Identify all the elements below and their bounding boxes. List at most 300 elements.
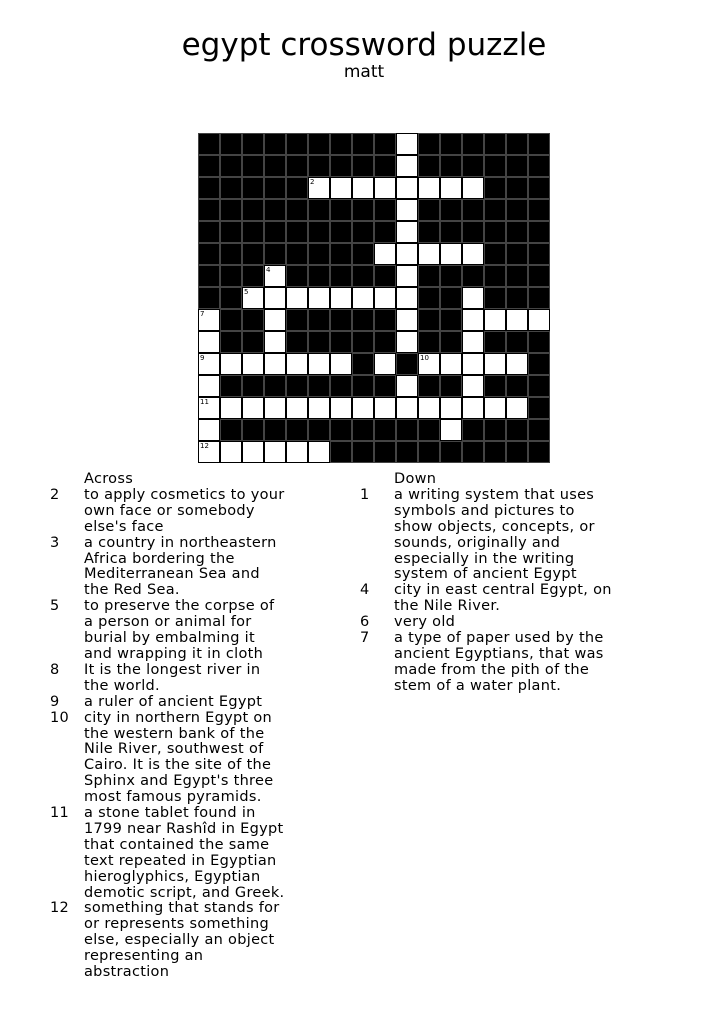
grid-block <box>220 331 242 353</box>
clue-text-line: a person or animal for <box>84 614 252 631</box>
puzzle-title: egypt crossword puzzle <box>181 27 547 63</box>
grid-block <box>484 221 506 243</box>
grid-block <box>242 133 264 155</box>
grid-block <box>242 309 264 331</box>
across-clue <box>50 901 320 981</box>
grid-block <box>506 375 528 397</box>
grid-block <box>484 243 506 265</box>
grid-cell[interactable] <box>242 353 264 375</box>
grid-block <box>220 243 242 265</box>
grid-block <box>264 243 286 265</box>
grid-block <box>308 133 330 155</box>
grid-block <box>484 287 506 309</box>
grid-block <box>308 419 330 441</box>
grid-block <box>374 133 396 155</box>
across-clues <box>50 472 320 981</box>
clue-text-line: Sphinx and Egypt's three <box>84 773 274 790</box>
clue-text-line: a ruler of ancient Egypt <box>84 693 263 710</box>
grid-cell[interactable] <box>264 331 286 353</box>
grid-cell[interactable] <box>242 287 264 309</box>
grid-block <box>462 155 484 177</box>
grid-cell[interactable] <box>440 177 462 199</box>
clue-number: 8 <box>50 661 60 678</box>
grid-block <box>220 375 242 397</box>
grid-block <box>506 287 528 309</box>
grid-block <box>484 133 506 155</box>
grid-block <box>418 133 440 155</box>
grid-block <box>198 265 220 287</box>
grid-block <box>528 133 550 155</box>
clue-number: 1 <box>360 486 370 503</box>
grid-block <box>418 309 440 331</box>
clue-number: 12 <box>50 900 70 917</box>
grid-block <box>220 221 242 243</box>
grid-block <box>198 221 220 243</box>
clue-text-line: burial by embalming it <box>84 630 255 647</box>
cell-number: 10 <box>420 354 429 362</box>
grid-cell[interactable] <box>286 353 308 375</box>
grid-block <box>220 287 242 309</box>
grid-block <box>462 221 484 243</box>
grid-block <box>352 375 374 397</box>
grid-block <box>418 375 440 397</box>
grid-block <box>242 243 264 265</box>
grid-block <box>418 155 440 177</box>
clue-text-line: ancient Egyptians, that was <box>394 645 604 662</box>
grid-block <box>528 199 550 221</box>
grid-cell[interactable] <box>352 287 374 309</box>
cell-number: 9 <box>200 354 205 362</box>
grid-cell[interactable] <box>374 243 396 265</box>
down-clue <box>360 488 660 583</box>
grid-block <box>286 331 308 353</box>
grid-block <box>242 375 264 397</box>
grid-block <box>484 441 506 463</box>
grid-block <box>440 287 462 309</box>
grid-block <box>374 155 396 177</box>
clue-text-line: to apply cosmetics to your <box>84 486 285 503</box>
grid-cell[interactable] <box>528 309 550 331</box>
grid-cell[interactable] <box>198 397 220 419</box>
across-clue <box>50 599 320 663</box>
grid-cell[interactable] <box>484 397 506 419</box>
grid-block <box>506 441 528 463</box>
grid-block <box>220 155 242 177</box>
grid-block <box>418 287 440 309</box>
clue-text-line: city in northern Egypt on <box>84 709 273 726</box>
grid-block <box>462 441 484 463</box>
grid-cell[interactable] <box>330 397 352 419</box>
clue-text-line: or represents something <box>84 916 269 933</box>
grid-block <box>330 199 352 221</box>
clue-text-line: Cairo. It is the site of the <box>84 757 272 774</box>
grid-block <box>528 331 550 353</box>
grid-cell[interactable] <box>396 155 418 177</box>
clue-number: 3 <box>50 534 60 551</box>
grid-block <box>528 419 550 441</box>
grid-block <box>198 155 220 177</box>
clue-text-line: the Nile River. <box>394 598 501 615</box>
grid-block <box>396 419 418 441</box>
grid-cell[interactable] <box>440 353 462 375</box>
across-clue-list <box>50 488 320 981</box>
grid-block <box>528 353 550 375</box>
across-clue <box>50 711 320 806</box>
clue-text-line: symbols and pictures to <box>394 502 575 519</box>
grid-cell[interactable] <box>396 199 418 221</box>
grid-cell[interactable] <box>264 441 286 463</box>
grid-block <box>330 331 352 353</box>
grid-block <box>330 375 352 397</box>
grid-block <box>462 265 484 287</box>
grid-block <box>374 265 396 287</box>
grid-cell[interactable] <box>418 397 440 419</box>
grid-block <box>440 441 462 463</box>
grid-cell[interactable] <box>198 441 220 463</box>
clue-text-line: the world. <box>84 677 160 694</box>
grid-cell[interactable] <box>198 331 220 353</box>
grid-cell[interactable] <box>374 397 396 419</box>
grid-block <box>330 265 352 287</box>
grid-block <box>286 265 308 287</box>
cell-number: 2 <box>310 178 315 186</box>
clue-text-line: city in east central Egypt, on <box>394 582 612 599</box>
grid-cell[interactable] <box>242 397 264 419</box>
grid-block <box>286 375 308 397</box>
grid-block <box>286 221 308 243</box>
grid-block <box>330 243 352 265</box>
grid-block <box>330 133 352 155</box>
grid-block <box>440 375 462 397</box>
clue-number: 2 <box>50 486 60 503</box>
grid-cell[interactable] <box>220 397 242 419</box>
grid-block <box>528 265 550 287</box>
clue-text-line: demotic script, and Greek. <box>84 884 285 901</box>
grid-cell[interactable] <box>396 221 418 243</box>
grid-block <box>418 441 440 463</box>
grid-block <box>286 243 308 265</box>
grid-block <box>308 155 330 177</box>
clue-text-line: a stone tablet found in <box>84 805 256 822</box>
grid-block <box>506 265 528 287</box>
grid-block <box>330 419 352 441</box>
grid-block <box>264 133 286 155</box>
grid-block <box>462 133 484 155</box>
grid-block <box>484 419 506 441</box>
grid-block <box>242 199 264 221</box>
grid-cell[interactable] <box>198 309 220 331</box>
grid-block <box>264 199 286 221</box>
grid-cell[interactable] <box>330 177 352 199</box>
grid-block <box>242 331 264 353</box>
grid-block <box>440 199 462 221</box>
grid-block <box>484 199 506 221</box>
grid-block <box>374 419 396 441</box>
grid-cell[interactable] <box>484 309 506 331</box>
grid-block <box>264 221 286 243</box>
grid-block <box>264 419 286 441</box>
grid-block <box>484 265 506 287</box>
clue-number: 6 <box>360 614 370 631</box>
grid-block <box>352 155 374 177</box>
clue-text-line: very old <box>394 614 456 631</box>
grid-block <box>462 199 484 221</box>
down-heading: Down <box>394 471 437 487</box>
grid-cell[interactable] <box>396 265 418 287</box>
grid-block <box>286 155 308 177</box>
grid-cell[interactable] <box>484 353 506 375</box>
grid-cell[interactable] <box>264 265 286 287</box>
grid-cell[interactable] <box>264 309 286 331</box>
grid-block <box>506 419 528 441</box>
grid-cell[interactable] <box>308 353 330 375</box>
grid-block <box>506 133 528 155</box>
grid-block <box>286 177 308 199</box>
grid-block <box>308 221 330 243</box>
grid-block <box>242 155 264 177</box>
grid-cell[interactable] <box>220 441 242 463</box>
grid-cell[interactable] <box>440 243 462 265</box>
clue-text-line: to preserve the corpse of <box>84 598 275 615</box>
grid-block <box>220 177 242 199</box>
across-clue <box>50 488 320 536</box>
grid-cell[interactable] <box>374 287 396 309</box>
grid-block <box>484 177 506 199</box>
grid-block <box>506 155 528 177</box>
clue-text-line: Mediterranean Sea and <box>84 566 260 583</box>
grid-cell[interactable] <box>462 353 484 375</box>
clue-text-line: especially in the writing <box>394 550 575 567</box>
down-clue <box>360 615 660 631</box>
grid-block <box>242 221 264 243</box>
clue-text-line: the Red Sea. <box>84 582 180 599</box>
grid-cell[interactable] <box>308 397 330 419</box>
down-clues <box>360 472 660 695</box>
grid-block <box>220 199 242 221</box>
clue-text-line: else, especially an object <box>84 932 275 949</box>
grid-block <box>528 221 550 243</box>
clue-number: 11 <box>50 805 70 822</box>
grid-cell[interactable] <box>506 309 528 331</box>
grid-cell[interactable] <box>352 397 374 419</box>
clue-text-line: text repeated in Egyptian <box>84 852 277 869</box>
cell-number: 5 <box>244 288 249 296</box>
grid-cell[interactable] <box>506 353 528 375</box>
grid-block <box>242 177 264 199</box>
grid-block <box>440 331 462 353</box>
grid-cell[interactable] <box>198 375 220 397</box>
grid-cell[interactable] <box>264 353 286 375</box>
grid-block <box>418 419 440 441</box>
grid-block <box>506 331 528 353</box>
grid-block <box>528 155 550 177</box>
down-clue <box>360 631 660 695</box>
clue-number: 7 <box>360 630 370 647</box>
grid-block <box>286 133 308 155</box>
grid-cell[interactable] <box>220 353 242 375</box>
grid-cell[interactable] <box>330 353 352 375</box>
grid-block <box>440 309 462 331</box>
cell-number: 12 <box>200 442 209 450</box>
clue-text-line: most famous pyramids. <box>84 789 262 806</box>
across-clue <box>50 695 320 711</box>
grid-block <box>440 265 462 287</box>
clue-text-line: Nile River, southwest of <box>84 741 264 758</box>
grid-cell[interactable] <box>374 177 396 199</box>
grid-block <box>330 155 352 177</box>
clue-text-line: 1799 near Rashîd in Egypt <box>84 820 284 837</box>
grid-cell[interactable] <box>462 177 484 199</box>
grid-cell[interactable] <box>440 397 462 419</box>
grid-block <box>264 155 286 177</box>
grid-cell[interactable] <box>264 397 286 419</box>
grid-cell[interactable] <box>506 397 528 419</box>
clue-number: 9 <box>50 693 60 710</box>
grid-block <box>308 243 330 265</box>
grid-cell[interactable] <box>462 397 484 419</box>
grid-block <box>352 441 374 463</box>
grid-block <box>506 221 528 243</box>
grid-block <box>484 331 506 353</box>
grid-cell[interactable] <box>264 287 286 309</box>
grid-cell[interactable] <box>198 419 220 441</box>
grid-cell[interactable] <box>396 331 418 353</box>
clue-text-line: hieroglyphics, Egyptian <box>84 868 261 885</box>
grid-cell[interactable] <box>308 287 330 309</box>
grid-cell[interactable] <box>352 177 374 199</box>
grid-cell[interactable] <box>396 133 418 155</box>
clue-text-line: abstraction <box>84 964 170 981</box>
grid-block <box>440 155 462 177</box>
grid-cell[interactable] <box>418 177 440 199</box>
grid-block <box>440 221 462 243</box>
clue-text-line: and wrapping it in cloth <box>84 645 264 662</box>
clue-text-line: a type of paper used by the <box>394 630 604 647</box>
clue-text-line: made from the pith of the <box>394 661 590 678</box>
grid-block <box>374 331 396 353</box>
grid-cell[interactable] <box>396 309 418 331</box>
grid-cell[interactable] <box>462 287 484 309</box>
grid-cell[interactable] <box>242 441 264 463</box>
grid-block <box>374 199 396 221</box>
grid-cell[interactable] <box>308 441 330 463</box>
clue-text-line: the western bank of the <box>84 725 265 742</box>
across-clue <box>50 536 320 600</box>
across-clue <box>50 663 320 695</box>
clue-text-line: something that stands for <box>84 900 280 917</box>
grid-block <box>462 419 484 441</box>
grid-block <box>396 441 418 463</box>
down-clue <box>360 583 660 615</box>
grid-cell[interactable] <box>396 375 418 397</box>
grid-block <box>396 353 418 375</box>
grid-block <box>374 441 396 463</box>
grid-block <box>352 331 374 353</box>
clue-text-line: else's face <box>84 518 164 535</box>
grid-block <box>286 199 308 221</box>
grid-cell[interactable] <box>286 397 308 419</box>
grid-block <box>198 199 220 221</box>
grid-block <box>220 309 242 331</box>
grid-block <box>418 221 440 243</box>
grid-cell[interactable] <box>462 243 484 265</box>
grid-cell[interactable] <box>418 243 440 265</box>
clue-number: 10 <box>50 709 70 726</box>
grid-block <box>374 309 396 331</box>
clue-text-line: Africa bordering the <box>84 550 235 567</box>
cell-number: 11 <box>200 398 209 406</box>
grid-cell[interactable] <box>418 353 440 375</box>
grid-block <box>220 265 242 287</box>
grid-block <box>418 265 440 287</box>
grid-block <box>308 309 330 331</box>
grid-cell[interactable] <box>330 287 352 309</box>
grid-cell[interactable] <box>286 287 308 309</box>
grid-block <box>330 309 352 331</box>
grid-block <box>264 177 286 199</box>
grid-cell[interactable] <box>462 375 484 397</box>
across-clue <box>50 806 320 901</box>
grid-block <box>374 221 396 243</box>
clue-text-line: that contained the same <box>84 836 270 853</box>
grid-block <box>352 199 374 221</box>
grid-block <box>198 287 220 309</box>
clue-text-line: representing an <box>84 948 204 965</box>
grid-cell[interactable] <box>396 243 418 265</box>
grid-cell[interactable] <box>308 177 330 199</box>
clue-text-line: It is the longest river in <box>84 661 261 678</box>
grid-block <box>528 375 550 397</box>
grid-block <box>242 265 264 287</box>
grid-block <box>286 419 308 441</box>
grid-block <box>528 287 550 309</box>
clue-text-line: stem of a water plant. <box>394 677 562 694</box>
puzzle-author: matt <box>343 62 385 82</box>
grid-block <box>330 221 352 243</box>
grid-block <box>198 133 220 155</box>
across-heading: Across <box>84 471 134 487</box>
grid-block <box>352 243 374 265</box>
grid-cell[interactable] <box>440 419 462 441</box>
grid-block <box>308 199 330 221</box>
grid-block <box>506 243 528 265</box>
grid-block <box>352 133 374 155</box>
grid-cell[interactable] <box>396 177 418 199</box>
grid-block <box>528 177 550 199</box>
grid-block <box>220 419 242 441</box>
grid-block <box>286 309 308 331</box>
grid-block <box>528 397 550 419</box>
clue-text-line: own face or somebody <box>84 502 255 519</box>
grid-block <box>484 375 506 397</box>
grid-cell[interactable] <box>198 353 220 375</box>
grid-block <box>198 243 220 265</box>
grid-block <box>352 309 374 331</box>
grid-cell[interactable] <box>462 331 484 353</box>
grid-cell[interactable] <box>286 441 308 463</box>
grid-block <box>506 177 528 199</box>
grid-block <box>418 199 440 221</box>
clue-text-line: a country in northeastern <box>84 534 277 551</box>
grid-cell[interactable] <box>462 309 484 331</box>
grid-cell[interactable] <box>374 353 396 375</box>
grid-block <box>352 265 374 287</box>
grid-cell[interactable] <box>396 397 418 419</box>
grid-cell[interactable] <box>396 287 418 309</box>
clue-text-line: sounds, originally and <box>394 534 561 551</box>
grid-block <box>330 441 352 463</box>
grid-block <box>528 243 550 265</box>
